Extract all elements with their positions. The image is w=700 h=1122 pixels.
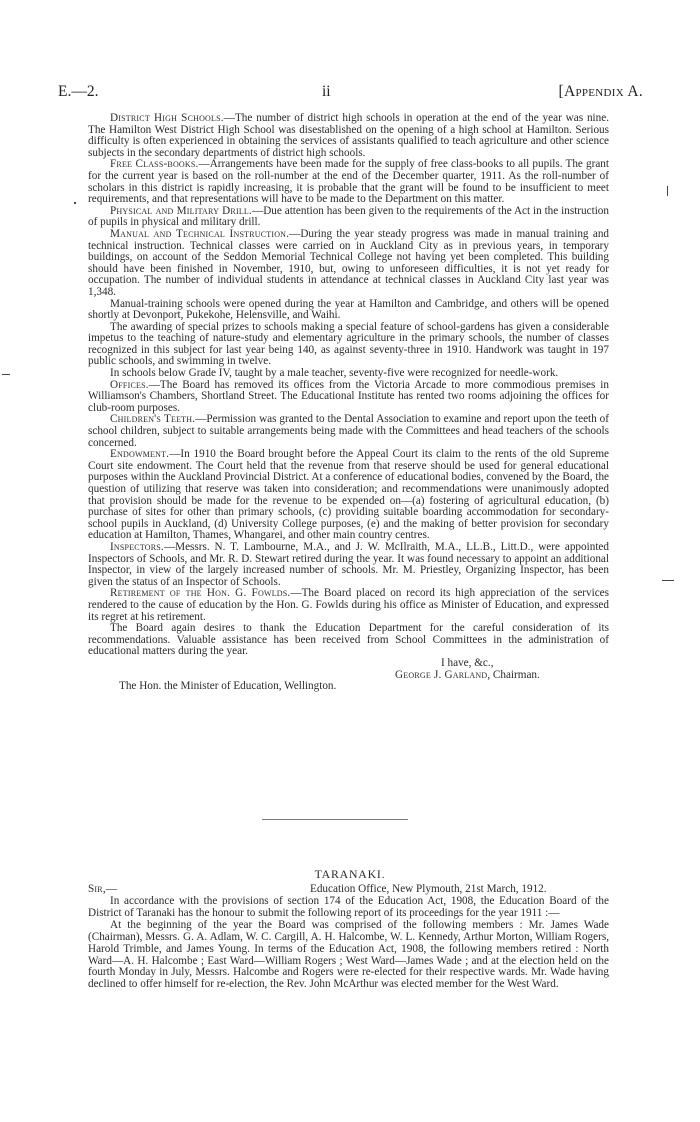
paragraph-heading: Inspectors. (110, 540, 164, 553)
paragraph (88, 449, 609, 542)
signature-name: George J. Garland (395, 668, 488, 681)
paragraph-text: In schools below Grade IV, taught by a male teacher, seventy-five were recognized for needle-work. (110, 367, 559, 380)
paragraph (88, 159, 609, 205)
paragraph-text: —In 1910 the Board brought before the Appeal Court its claim to the rents of the old Supreme Court site endowment. The Court held that the revenue from that reserve should be used for general educational purposes within the Auckland Provincial District. At a conference of educational bodies, convened by the Board, the question of utilizing that reserve was taken into consideration; and recommendations were unanimously adopted that provision should be made for the revenue to be expended on—(a) fostering of agricultural education, (b) purchase of sites for other than primary schools, (c) providing suitable boarding accommodation for secondary-school pupils in Auckland, (d) University College purposes, (e) and the making of better provision for secondary education at Hamilton, Thames, Whangarei, and other main country centres. (88, 448, 610, 542)
paragraph-heading: Retirement of the Hon. G. Fowlds. (110, 587, 291, 600)
paragraph-heading: Physical and Military Drill. (110, 204, 253, 217)
paragraph (88, 299, 609, 322)
paragraph-heading: District High Schools. (110, 112, 224, 124)
paragraph-heading: Free Class-books. (110, 158, 199, 171)
addressee-line: The Hon. the Minister of Education, Wellington. (119, 680, 337, 693)
paragraph-text: —The Board placed on record its high appreciation of the services rendered to the cause of education by the Hon. G. Fowlds during his office as Minister of Education, and expressed its regret at his retirement. (88, 587, 609, 623)
paragraph-text: —Messrs. N. T. Lambourne, M.A., and J. W. McIlraith, M.A., LL.B., Litt.D., were appointed Inspectors of Schools, and Mr. R. D. Stewart retired during the year. It was found necessary to appoint an additional Inspector, in view of the largely increased number of schools. Mr. M. Priestley, Organizing Inspector, has been given the status of an Inspector of Schools. (88, 540, 609, 588)
paragraph: In accordance with the provisions of section 174 of the Education Act, 1908, the Education Board of the District of Taranaki has the honour to submit the following report of its proceedings for the year 1911 :— (88, 895, 609, 919)
paragraph-text: Manual-training schools were opened during the year at Hamilton and Cambridge, and others will be opened shortly at Devonport, Pukekohe, Helensville, and Waihi. (88, 297, 609, 322)
office-date-line: Education Office, New Plymouth, 21st March, 1912. (310, 883, 547, 895)
paragraph (88, 588, 609, 623)
paragraph (88, 229, 609, 299)
paragraph (88, 623, 609, 658)
paragraph (88, 206, 609, 229)
paragraph (88, 542, 609, 588)
margin-mark (667, 186, 668, 196)
salutation-line (88, 884, 609, 896)
signature-title: , Chairman. (487, 668, 540, 681)
page-header (58, 83, 643, 103)
paragraph-heading: Children's Teeth. (110, 413, 196, 426)
margin-mark (662, 580, 674, 581)
paragraph-heading: Endowment. (110, 448, 170, 461)
header-page-number: ii (322, 83, 331, 100)
margin-mark (74, 202, 76, 204)
margin-mark (2, 374, 10, 375)
header-paper-number: E.—2. (58, 83, 99, 100)
header-appendix: [Appendix A. (558, 83, 643, 100)
closing-line: I have, &c., (441, 656, 494, 669)
salutation: Sir,— (88, 883, 118, 895)
paragraph-heading: Manual and Technical Instruction. (110, 227, 290, 240)
auckland-report-body (88, 113, 609, 693)
paragraph-text: —Due attention has been given to the requirements of the Act in the instruction of pupils in physical and military drill. (88, 204, 609, 229)
section-divider (262, 819, 408, 820)
paragraph-text: —The number of district high schools in operation at the end of the year was nine. The Hamilton West District High School was disestablished on the opening of a high school at Hamilton. Serious difficulty is often experienced in obtaining the services of assistants qualified to teach agriculture and other science subjects in the secondary departments of district high schools. (88, 112, 610, 159)
paragraph-text: —During the year steady progress was made in manual training and technical instruction. Technical classes were carried on in Auckland City as in previous years, in temporary buildings, on account of the Seddon Memorial Technical College not having yet been completed. This building should have been finished in November, 1910, but, owing to unforeseen difficulties, it is not yet ready for occupation. The number of individual students in attendance at technical classes in Auckland City last year was 1,348. (88, 227, 610, 298)
paragraph (88, 113, 609, 159)
paragraph-text: —Permission was granted to the Dental Association to examine and report upon the teeth of school children, subject to suitable arrangements being made with the Committees and head teachers of the schools concerned. (88, 413, 609, 449)
taranaki-report-body (88, 884, 609, 991)
paragraph (88, 380, 609, 415)
paragraph-heading: Offices. (110, 378, 149, 391)
paragraph-text: —Arrangements have been made for the supply of free class-books to all pupils. The grant for the current year is based on the roll-number at the end of the December quarter, 1911. As the roll-number of scholars in this district is rapidly increasing, it is probable that the grant will be found to be insufficient to meet requirements, and that representations will have to be made to the Department on this matter. (88, 158, 609, 206)
paragraph (88, 322, 609, 368)
paragraph-text: The awarding of special prizes to schools making a special feature of school-gardens has given a considerable impetus to the teaching of nature-study and elementary agriculture in the primary schools, the number of classes recognized in this subject for last year being 140, as against seventy-three in 1910. Handwork was taught in 197 public schools, and swimming in twelve. (88, 320, 609, 368)
paragraph: At the beginning of the year the Board was comprised of the following members : Mr. James Wade (Chairman), Messrs. G. A. Adlam, W. C. Cargill, A. H. Halcombe, W. L. Kennedy, Arthur Morton, William Rogers, Harold Trimble, and James Young. In terms of the Education Act, 1908, the following members retired : North Ward—A. H. Halcombe ; East Ward—William Rogers ; West Ward—James Wade ; and at the election held on the fourth Monday in July, Messrs. Halcombe and Rogers were re-elected for their respective wards. Mr. Wade having declined to offer himself for re-election, the Rev. John McArthur was elected member for the West Ward. (88, 918, 609, 991)
signature-block (88, 658, 609, 693)
paragraph (88, 414, 609, 449)
paragraph-text: —The Board has removed its offices from the Victoria Arcade to more commodious premises in Williamson's Chambers, Shortland Street. The Educational Institute has rented two rooms adjoining the offices for club-room purposes. (88, 378, 609, 414)
section-title: TARANAKI. (314, 867, 386, 881)
paragraph-text: The Board again desires to thank the Education Department for the careful consideration of its recommendations. Valuable assistance has been received from School Committees in the administration of educational matters during the year. (88, 622, 609, 658)
